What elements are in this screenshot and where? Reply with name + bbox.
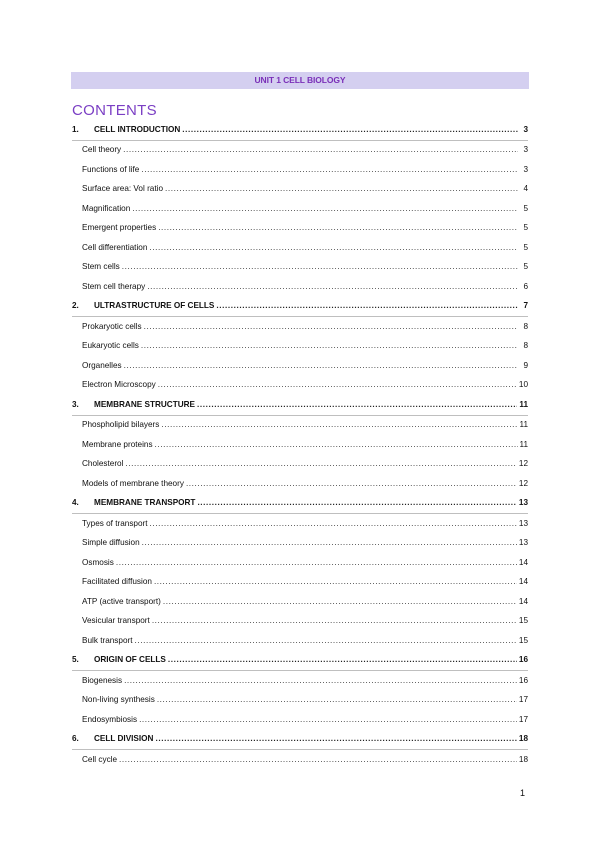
toc-page-number: 14 (518, 557, 528, 567)
toc-section-number: 6. (72, 734, 79, 744)
toc-entry-title: MEMBRANE TRANSPORT (94, 498, 196, 508)
toc-subsection-entry[interactable] (72, 180, 528, 200)
toc-section-entry[interactable] (72, 651, 528, 672)
dot-leader (155, 735, 516, 743)
toc-page-number: 13 (518, 538, 528, 548)
toc-section-entry[interactable] (72, 395, 528, 416)
dot-leader (157, 696, 517, 704)
dot-leader (141, 166, 518, 174)
toc-subsection-entry[interactable] (72, 416, 528, 436)
toc-subsection-entry[interactable] (72, 573, 528, 593)
dot-leader (168, 656, 517, 664)
toc-subsection-entry[interactable] (72, 199, 528, 219)
toc-entry-title: Osmosis (82, 557, 114, 567)
toc-entry-title: Simple diffusion (82, 538, 140, 548)
toc-page-number: 8 (523, 321, 528, 331)
dot-leader (197, 401, 517, 409)
dot-leader (149, 244, 518, 252)
toc-page-number: 9 (523, 360, 528, 370)
toc-entry-title: Organelles (82, 360, 122, 370)
toc-page-number: 6 (523, 281, 528, 291)
toc-entry-title: Functions of life (82, 164, 140, 174)
dot-leader (186, 480, 517, 488)
dot-leader (124, 677, 517, 685)
toc-page-number: 17 (518, 714, 528, 724)
toc-subsection-entry[interactable] (72, 455, 528, 475)
toc-section-number: 1. (72, 124, 79, 134)
toc-page-number: 11 (519, 399, 528, 409)
dot-leader (139, 716, 517, 724)
toc-subsection-entry[interactable] (72, 592, 528, 612)
toc-subsection-entry[interactable] (72, 750, 528, 770)
toc-page-number: 11 (519, 420, 528, 430)
toc-page-number: 14 (518, 596, 528, 606)
toc-entry-title: MEMBRANE STRUCTURE (94, 399, 195, 409)
toc-subsection-entry[interactable] (72, 671, 528, 691)
toc-subsection-entry[interactable] (72, 277, 528, 297)
toc-section-number: 3. (72, 399, 79, 409)
dot-leader (147, 283, 518, 291)
toc-page-number: 8 (523, 341, 528, 351)
table-of-contents (72, 120, 528, 770)
dot-leader (125, 460, 516, 468)
dot-leader (142, 539, 517, 547)
toc-entry-title: CELL INTRODUCTION (94, 124, 181, 134)
toc-entry-title: CELL DIVISION (94, 734, 154, 744)
toc-section-entry[interactable] (72, 730, 528, 751)
toc-page-number: 5 (523, 203, 528, 213)
toc-page-number: 3 (523, 145, 528, 155)
unit-title-banner: UNIT 1 CELL BIOLOGY (71, 72, 529, 89)
toc-subsection-entry[interactable] (72, 238, 528, 258)
toc-entry-title: Cell cycle (82, 754, 118, 764)
contents-heading: CONTENTS (72, 102, 157, 119)
dot-leader (132, 205, 518, 213)
dot-leader (163, 598, 517, 606)
dot-leader (152, 617, 517, 625)
toc-entry-title: Eukaryotic cells (82, 341, 139, 351)
toc-entry-title: Cholesterol (82, 459, 124, 469)
toc-subsection-entry[interactable] (72, 141, 528, 161)
toc-subsection-entry[interactable] (72, 474, 528, 494)
toc-page-number: 12 (518, 459, 528, 469)
toc-page-number: 13 (518, 518, 528, 528)
toc-subsection-entry[interactable] (72, 376, 528, 396)
toc-page-number: 3 (523, 124, 528, 134)
toc-page-number: 14 (518, 577, 528, 587)
toc-section-number: 4. (72, 498, 79, 508)
toc-page-number: 5 (523, 262, 528, 272)
dot-leader (165, 185, 518, 193)
toc-entry-title: Cell differentiation (82, 242, 148, 252)
dot-leader (155, 441, 518, 449)
toc-section-number: 5. (72, 655, 79, 665)
dot-leader (150, 520, 517, 528)
toc-page-number: 11 (519, 439, 528, 449)
toc-page-number: 16 (518, 655, 528, 665)
toc-entry-title: Cell theory (82, 145, 122, 155)
toc-entry-title: ORIGIN OF CELLS (94, 655, 166, 665)
dot-leader (124, 362, 518, 370)
toc-page-number: 3 (523, 164, 528, 174)
dot-leader (122, 263, 518, 271)
toc-page-number: 18 (518, 734, 528, 744)
toc-page-number: 18 (518, 754, 528, 764)
toc-entry-title: Prokaryotic cells (82, 321, 142, 331)
dot-leader (141, 342, 518, 350)
toc-page-number: 5 (523, 223, 528, 233)
dot-leader (116, 559, 517, 567)
toc-subsection-entry[interactable] (72, 534, 528, 554)
toc-subsection-entry[interactable] (72, 612, 528, 632)
toc-section-entry[interactable] (72, 120, 528, 141)
toc-entry-title: Types of transport (82, 518, 148, 528)
toc-subsection-entry[interactable] (72, 710, 528, 730)
toc-page-number: 5 (523, 242, 528, 252)
toc-entry-title: Emergent properties (82, 223, 157, 233)
toc-page-number: 12 (518, 478, 528, 488)
toc-subsection-entry[interactable] (72, 435, 528, 455)
toc-entry-title: Endosymbiosis (82, 714, 138, 724)
dot-leader (135, 637, 517, 645)
toc-page-number: 15 (518, 616, 528, 626)
dot-leader (144, 323, 518, 331)
toc-section-number: 2. (72, 301, 79, 311)
toc-section-entry[interactable] (72, 494, 528, 515)
page-number: 1 (520, 788, 526, 798)
toc-entry-title: Stem cells (82, 262, 120, 272)
toc-page-number: 7 (523, 301, 528, 311)
toc-entry-title: Bulk transport (82, 635, 133, 645)
dot-leader (158, 224, 518, 232)
dot-leader (154, 578, 517, 586)
toc-subsection-entry[interactable] (72, 631, 528, 651)
toc-subsection-entry[interactable] (72, 337, 528, 357)
dot-leader (197, 499, 516, 507)
toc-subsection-entry[interactable] (72, 514, 528, 534)
toc-page-number: 4 (523, 184, 528, 194)
toc-entry-title: ATP (active transport) (82, 596, 161, 606)
toc-page-number: 16 (518, 675, 528, 685)
toc-subsection-entry[interactable] (72, 219, 528, 239)
toc-subsection-entry[interactable] (72, 356, 528, 376)
toc-section-entry[interactable] (72, 297, 528, 318)
toc-subsection-entry[interactable] (72, 258, 528, 278)
toc-subsection-entry[interactable] (72, 691, 528, 711)
toc-entry-title: ULTRASTRUCTURE OF CELLS (94, 301, 215, 311)
toc-entry-title: Biogenesis (82, 675, 123, 685)
toc-entry-title: Magnification (82, 203, 131, 213)
dot-leader (158, 381, 517, 389)
dot-leader (119, 756, 517, 764)
dot-leader (216, 302, 518, 310)
toc-entry-title: Facilitated diffusion (82, 577, 152, 587)
toc-page-number: 13 (518, 498, 528, 508)
dot-leader (161, 421, 517, 429)
toc-subsection-entry[interactable] (72, 553, 528, 573)
dot-leader (123, 146, 518, 154)
toc-entry-title: Electron Microscopy (82, 380, 156, 390)
toc-entry-title: Vesicular transport (82, 616, 150, 626)
toc-subsection-entry[interactable] (72, 317, 528, 337)
dot-leader (182, 126, 518, 134)
toc-subsection-entry[interactable] (72, 160, 528, 180)
toc-entry-title: Models of membrane theory (82, 478, 184, 488)
toc-entry-title: Surface area: Vol ratio (82, 184, 164, 194)
toc-page-number: 15 (518, 635, 528, 645)
toc-page-number: 10 (518, 380, 528, 390)
toc-entry-title: Membrane proteins (82, 439, 153, 449)
toc-page-number: 17 (518, 695, 528, 705)
toc-entry-title: Phospholipid bilayers (82, 420, 160, 430)
toc-entry-title: Stem cell therapy (82, 281, 146, 291)
toc-entry-title: Non-living synthesis (82, 695, 155, 705)
